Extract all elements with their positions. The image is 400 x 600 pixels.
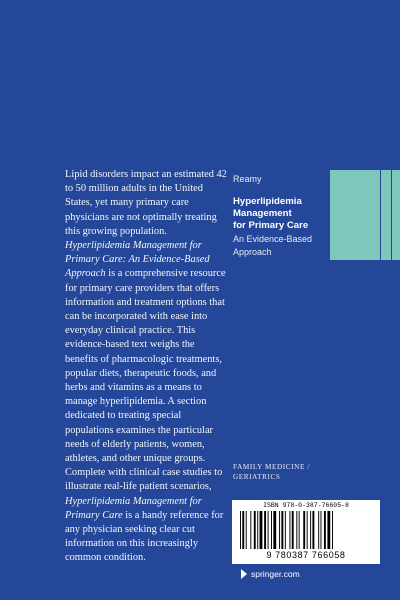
teal-band-divider bbox=[380, 170, 381, 260]
blurb-book-title-2: Hyperlipidemia Management for Primary Care bbox=[65, 495, 202, 521]
barcode-panel bbox=[232, 500, 380, 564]
author-name: Reamy bbox=[233, 174, 262, 184]
back-cover-blurb bbox=[65, 168, 230, 566]
arrow-right-icon bbox=[240, 569, 248, 579]
book-title-line-3: for Primary Care bbox=[233, 220, 309, 231]
series-label bbox=[233, 462, 310, 482]
barcode-icon bbox=[238, 511, 374, 549]
isbn-text: ISBN 978-0-387-76605-8 bbox=[263, 502, 349, 509]
blurb-text-1: Lipid disorders impact an estimated 42 to 50 million adults in the United States, yet many primary care physicians are not optimally treating this growing population. bbox=[65, 169, 227, 237]
book-title-line-1: Hyperlipidemia bbox=[233, 196, 302, 207]
barcode-digits: 9 780387 766058 bbox=[266, 550, 346, 560]
book-subtitle-line-2: Approach bbox=[233, 247, 272, 257]
book-subtitle-line-1: An Evidence-Based bbox=[233, 234, 313, 244]
title-block bbox=[233, 196, 323, 258]
publisher-url: springer.com bbox=[251, 569, 300, 579]
book-title-line-2: Management bbox=[233, 208, 292, 219]
publisher-link[interactable] bbox=[240, 569, 300, 579]
teal-band-divider bbox=[391, 170, 392, 260]
teal-accent-band bbox=[330, 170, 400, 260]
blurb-text-3: is a handy reference for any physician seeking clear cut information on this increasingly common condition. bbox=[65, 509, 224, 564]
series-label-line-1: FAMILY MEDICINE / bbox=[233, 463, 310, 471]
blurb-book-title-1: Hyperlipidemia Management for Primary Care: An Evidence-Based Approach bbox=[65, 240, 210, 280]
series-label-line-2: GERIATRICS bbox=[233, 473, 281, 481]
blurb-text-2: is a comprehensive resource for primary care providers that offers information and treatment options that can be incorporated with ease into everyday clinical practice. This evidence-based text weighs the benefits of pharmacologic treatments, popular diets, therapeutic foods, and herbs and vitamins as a means to manage hyperlipidemia. A section dedicated to treating special populations examines the particular needs of elderly patients, women, athletes, and other unique groups. Complete with clinical case studies to illustrate real-life patient scenarios, bbox=[65, 268, 226, 493]
